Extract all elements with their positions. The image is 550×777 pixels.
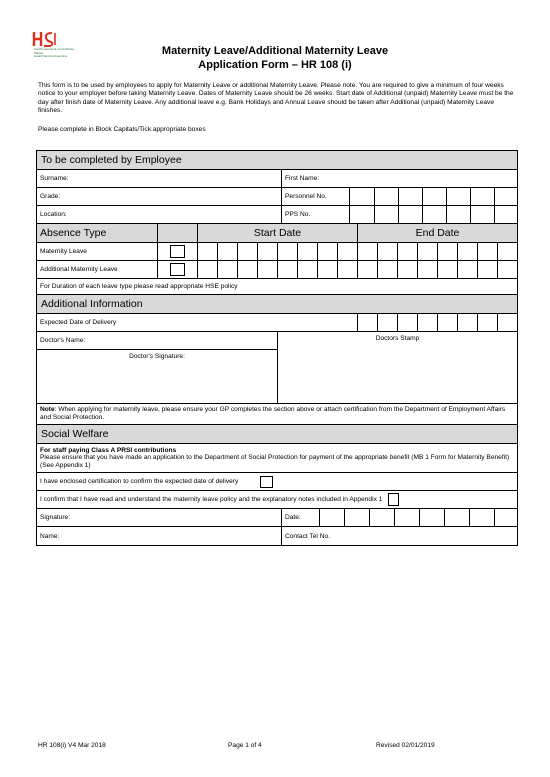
first-name-label: First Name: [285, 175, 320, 182]
personnel-no-label: Personnel No. [285, 193, 327, 200]
end-date-label: End Date [415, 227, 460, 239]
maternity-leave-cell [37, 243, 157, 260]
employee-header-label: To be completed by Employee [41, 154, 182, 166]
doctor-details [37, 332, 277, 403]
prsi-text: Please ensure that you have made an application to the Department of Social Protection for payment of the appropriate benefit (MB 1 Form for Maternity Benefit) (See Appendix 1) [40, 454, 510, 469]
location-label: Location: [40, 211, 67, 218]
expected-date-boxes[interactable] [357, 314, 517, 331]
doctors-stamp-area [277, 332, 517, 403]
org-line-2: Health Service Executive [34, 54, 68, 59]
certification-cell [37, 473, 517, 490]
signature-field[interactable] [37, 509, 281, 526]
doctors-name-label: Doctor's Name: [40, 337, 86, 344]
additional-info-header [37, 295, 517, 314]
prsi-heading: For staff paying Class A PRSI contributions [40, 446, 177, 454]
additional-leave-label: Additional Maternity Leave [40, 266, 118, 273]
signature-row [37, 509, 517, 527]
location-row [37, 206, 517, 224]
name-field[interactable] [37, 527, 281, 545]
confirm-policy-text: I confirm that I have read and understand the maternity leave policy and the explanatory notes included in Appendix 1 [40, 496, 383, 503]
footer-revision-date: Revised 02/01/2019 [376, 742, 435, 749]
end-date-header [357, 224, 517, 242]
title-line-2: Application Form – HR 108 (i) [198, 59, 352, 71]
form-title [0, 44, 550, 72]
surname-field[interactable] [37, 170, 281, 187]
doctors-signature-label: Doctor's Signature: [129, 353, 185, 360]
first-name-field[interactable] [281, 170, 517, 187]
absence-type-label: Absence Type [40, 227, 107, 239]
personnel-no-field [281, 188, 349, 205]
application-form [36, 150, 518, 546]
start-date-header [197, 224, 357, 242]
expected-date-label: Expected Date of Delivery [40, 319, 117, 326]
date-field [281, 509, 319, 526]
additional-info-label: Additional Information [41, 298, 143, 310]
confirm-policy-cell [37, 491, 517, 508]
note-text: : When applying for maternity leave, please ensure your GP completes the section above or attach certification from the Department of Employment Affairs and Social Protection. [40, 406, 506, 421]
additional-start-date-boxes[interactable] [197, 261, 357, 278]
maternity-leave-label: Maternity Leave [40, 248, 87, 255]
instruction-text: Please complete in Block Capitals/Tick appropriate boxes [38, 126, 206, 133]
additional-end-date-boxes[interactable] [357, 261, 517, 278]
personnel-no-boxes[interactable] [349, 188, 517, 205]
footer-form-version: HR 108(i) V4 Mar 2018 [38, 742, 106, 749]
doctors-signature-field[interactable] [37, 350, 277, 360]
duration-note-text: For Duration of each leave type please read appropriate HSE policy [40, 283, 238, 290]
additional-leave-cell [37, 261, 157, 278]
surname-row [37, 170, 517, 188]
name-row [37, 527, 517, 545]
maternity-start-date-boxes[interactable] [197, 243, 357, 260]
pps-no-label: PPS No. [285, 211, 311, 218]
maternity-leave-row [37, 243, 517, 261]
signature-label: Signature: [40, 514, 71, 521]
pps-no-field [281, 206, 349, 223]
contact-tel-field[interactable] [281, 527, 517, 545]
certification-text: I have enclosed certification to confirm the expected date of delivery [40, 478, 239, 485]
social-welfare-label: Social Welfare [41, 428, 109, 440]
surname-label: Surname: [40, 175, 69, 182]
signature-date-boxes[interactable] [319, 509, 517, 526]
footer-page-number: Page 1 of 4 [228, 742, 262, 749]
start-date-label: Start Date [253, 227, 302, 239]
absence-type-header [37, 224, 157, 242]
duration-note-row [37, 279, 517, 295]
confirm-policy-checkbox[interactable] [388, 493, 399, 506]
additional-leave-tick-cell [157, 261, 197, 278]
doctors-name-field[interactable] [37, 332, 277, 350]
gp-note [37, 406, 517, 422]
duration-note [37, 279, 517, 294]
confirm-policy-row [37, 491, 517, 509]
org-line-1: Feidhmeannacht na Seirbhíse Sláinte [34, 47, 75, 55]
maternity-leave-tick-cell [157, 243, 197, 260]
doctors-stamp-label: Doctors Stamp [375, 335, 420, 342]
name-label: Name: [40, 532, 60, 540]
pps-no-boxes[interactable] [349, 206, 517, 223]
grade-field[interactable] [37, 188, 281, 205]
certification-checkbox[interactable] [260, 476, 273, 488]
social-welfare-header [37, 425, 517, 444]
additional-leave-checkbox[interactable] [170, 263, 185, 276]
certification-row [37, 473, 517, 491]
absence-tick-header [157, 224, 197, 242]
maternity-end-date-boxes[interactable] [357, 243, 517, 260]
title-line-1: Maternity Leave/Additional Maternity Leave [161, 45, 389, 57]
doctor-row [37, 332, 517, 404]
maternity-leave-checkbox[interactable] [170, 245, 185, 258]
additional-maternity-leave-row [37, 261, 517, 279]
location-field[interactable] [37, 206, 281, 223]
note-row [37, 404, 517, 425]
absence-section-header [37, 224, 517, 243]
prsi-info [37, 447, 517, 470]
expected-date-cell [37, 314, 357, 331]
intro-text: This form is to be used by employees to apply for Maternity Leave or additional Maternity Leave. Please note. You are required to give a minimum of four weeks notice to your employer before taking Maternity Leave. Dates of Maternity Leave should be 26 weeks. Start date of Additional (unpaid) Maternity Leave must be the day after finish date of Maternity Leave. Any additional leave e.g. Bank Holidays and Annual Leave should be taken after Additional (unpaid) Maternity Leave finishes. [38, 82, 514, 115]
note-label: Note [40, 406, 55, 414]
grade-label: Grade: [40, 193, 61, 200]
date-label: Date: [285, 514, 301, 521]
contact-tel-label: Contact Tel No. [285, 532, 330, 540]
prsi-row [37, 444, 517, 473]
employee-section-header [37, 151, 517, 170]
expected-date-row [37, 314, 517, 332]
grade-row [37, 188, 517, 206]
